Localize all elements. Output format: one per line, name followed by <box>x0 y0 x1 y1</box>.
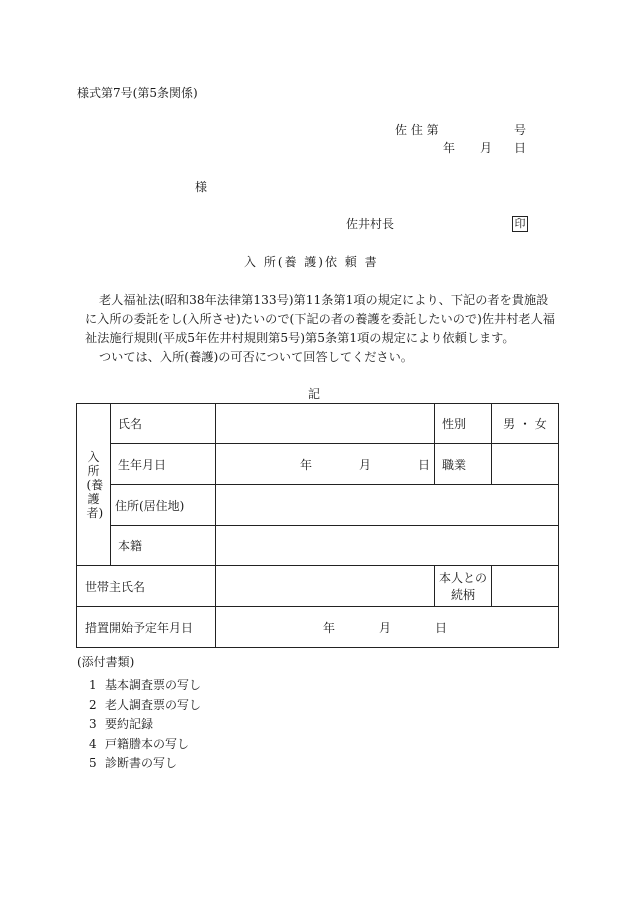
sex-options: 男 ・ 女 <box>492 404 559 444</box>
form-number: 様式第7号(第5条関係) <box>77 86 198 100</box>
start-value: 年 月 日 <box>216 607 559 648</box>
name-value <box>216 404 435 444</box>
list-item: 3 要約記録 <box>89 717 154 731</box>
domicile-label-cell: 本籍 <box>111 526 216 566</box>
doc-number-suffix: 号 <box>514 123 527 137</box>
date-year: 年 <box>443 141 456 155</box>
birth-label-cell: 生年月日 <box>111 444 216 485</box>
seal-mark: 印 <box>512 216 528 232</box>
address-label-cell: 住所(居住地) <box>111 485 216 526</box>
occupation-value <box>492 444 559 485</box>
householder-label-cell: 世帯主氏名 <box>77 566 216 607</box>
occupation-label-cell: 職業 <box>435 444 492 485</box>
start-label-cell: 措置開始予定年月日 <box>77 607 216 648</box>
document-number <box>395 123 527 137</box>
ki-label: 記 <box>308 387 321 401</box>
address-value <box>216 485 559 526</box>
sex-label-cell: 性別 <box>435 404 492 444</box>
body-paragraph-1: 老人福祉法(昭和38年法律第133号)第11条第1項の規定により、下記の者を貴施設に入所の委託をし(入所させ)たいので(下記の者の養護を委託したいので)佐井村老人福祉法施行規則(平成5年佐井村規則第5号)第5条第1項の規定により依頼します。 <box>85 293 555 345</box>
sender-title: 佐井村長 <box>346 217 395 231</box>
list-item: 5 診断書の写し <box>89 756 178 770</box>
date-line <box>443 141 533 155</box>
birth-value: 年 月 日 <box>216 444 435 485</box>
attachments-list <box>89 676 201 774</box>
date-month: 月 <box>480 141 493 155</box>
doc-number-prefix: 佐 住 第 <box>395 123 439 137</box>
body-paragraph-2: ついては、入所(養護)の可否について回答してください。 <box>99 350 413 364</box>
name-label-cell: 氏名 <box>111 404 216 444</box>
attachments-heading: (添付書類) <box>77 655 135 669</box>
list-item: 2 老人調査票の写し <box>89 697 202 712</box>
domicile-value <box>216 526 559 566</box>
relation-value <box>492 566 559 607</box>
request-table <box>76 403 559 648</box>
date-day: 日 <box>514 141 527 155</box>
relation-label-cell: 本人との続柄 <box>435 566 492 607</box>
addressee-honorific: 様 <box>195 180 208 194</box>
document-title: 入 所(養 護)依 頼 書 <box>244 255 379 269</box>
body-text <box>85 291 560 367</box>
side-label: 入所(養護者) <box>86 449 104 520</box>
side-label-cell <box>77 404 111 566</box>
householder-value <box>216 566 435 607</box>
list-item: 4 戸籍謄本の写し <box>89 736 190 751</box>
list-item: 1 基本調査票の写し <box>89 678 202 692</box>
